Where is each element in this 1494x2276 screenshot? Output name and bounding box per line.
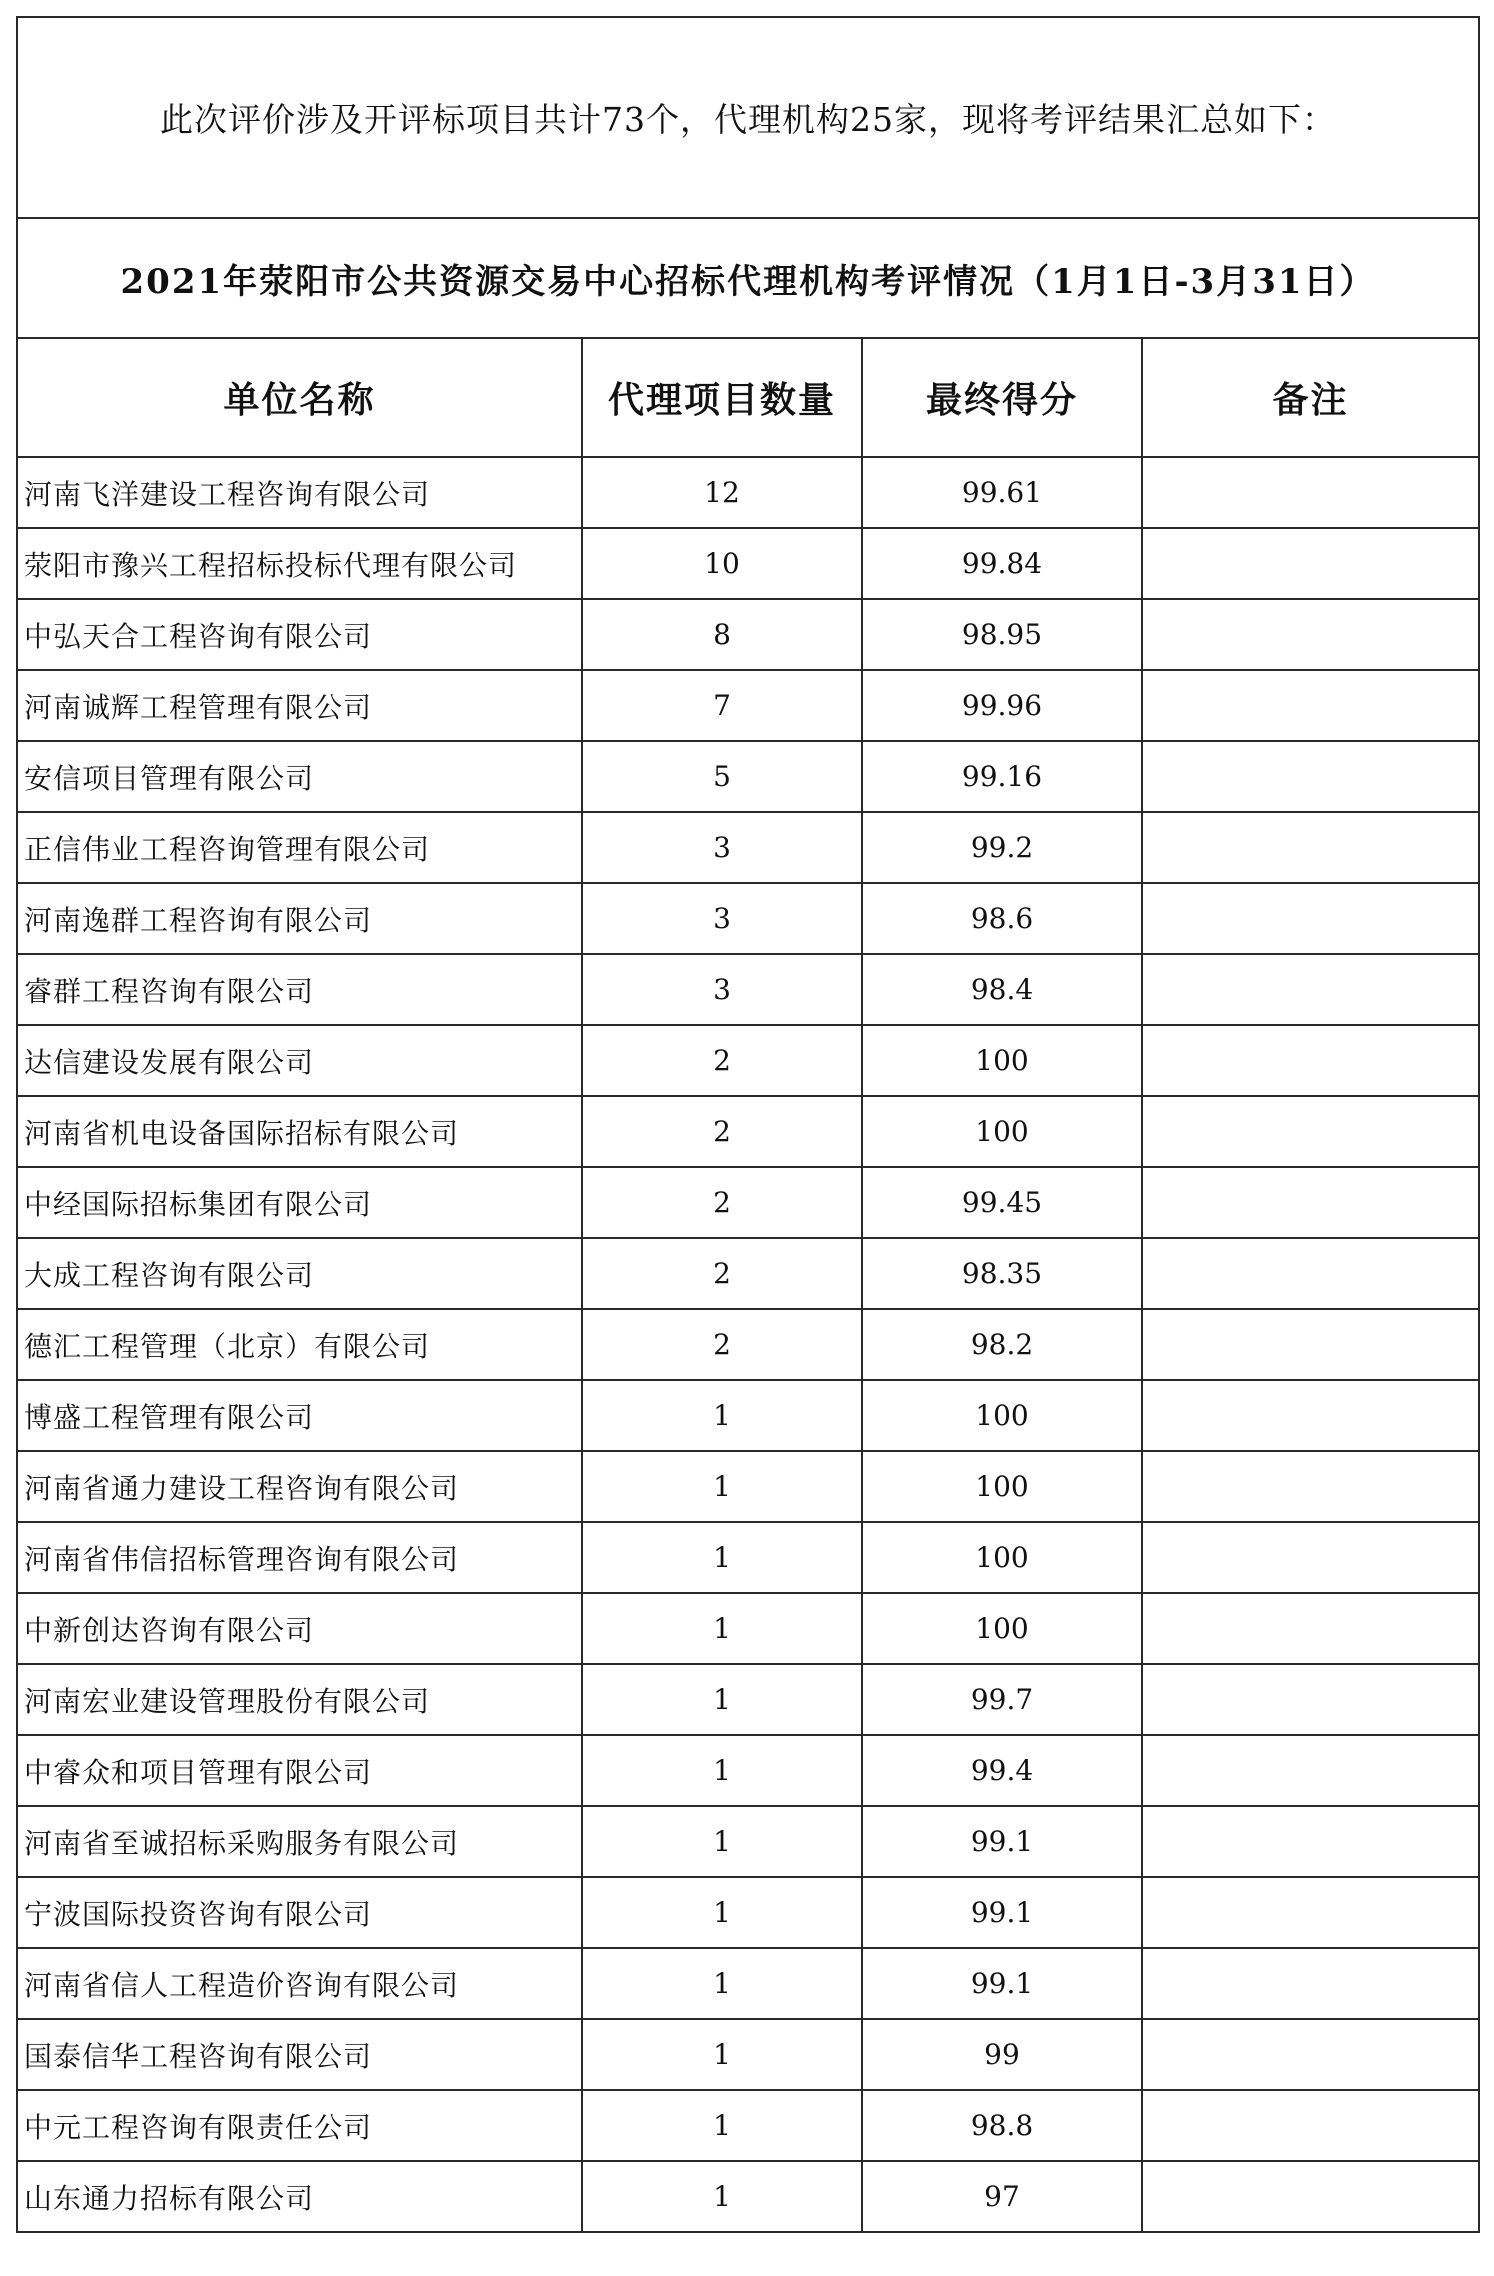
table-row [17,1593,1479,1664]
header-row [17,338,1479,457]
cell-final-score: 98.8 [862,2090,1142,2161]
table-title: 2021年荥阳市公共资源交易中心招标代理机构考评情况（1月1日-3月31日） [17,218,1479,338]
table-row [17,1380,1479,1451]
cell-final-score: 99.84 [862,528,1142,599]
cell-final-score: 98.2 [862,1309,1142,1380]
table-row [17,457,1479,528]
cell-remarks [1142,2019,1479,2090]
cell-project-count: 1 [582,1593,862,1664]
cell-unit-name: 安信项目管理有限公司 [17,741,582,812]
cell-remarks [1142,2090,1479,2161]
cell-unit-name: 河南省至诚招标采购服务有限公司 [17,1806,582,1877]
cell-unit-name: 宁波国际投资咨询有限公司 [17,1877,582,1948]
cell-final-score: 99.7 [862,1664,1142,1735]
evaluation-table [16,16,1480,2233]
cell-final-score: 98.95 [862,599,1142,670]
cell-project-count: 1 [582,1451,862,1522]
cell-project-count: 1 [582,1806,862,1877]
cell-unit-name: 河南省伟信招标管理咨询有限公司 [17,1522,582,1593]
cell-project-count: 3 [582,883,862,954]
cell-project-count: 1 [582,1380,862,1451]
cell-project-count: 7 [582,670,862,741]
table-row [17,1522,1479,1593]
cell-project-count: 1 [582,1948,862,2019]
cell-remarks [1142,1664,1479,1735]
cell-final-score: 99.1 [862,1877,1142,1948]
header-remarks: 备注 [1142,338,1479,457]
cell-remarks [1142,812,1479,883]
table-row [17,1451,1479,1522]
cell-remarks [1142,1522,1479,1593]
cell-remarks [1142,1380,1479,1451]
cell-unit-name: 正信伟业工程咨询管理有限公司 [17,812,582,883]
cell-unit-name: 河南飞洋建设工程咨询有限公司 [17,457,582,528]
cell-final-score: 100 [862,1522,1142,1593]
table-row [17,741,1479,812]
cell-final-score: 100 [862,1451,1142,1522]
cell-final-score: 99 [862,2019,1142,2090]
cell-project-count: 2 [582,1309,862,1380]
table-row [17,883,1479,954]
cell-project-count: 1 [582,2161,862,2232]
cell-final-score: 99.61 [862,457,1142,528]
cell-final-score: 100 [862,1380,1142,1451]
cell-unit-name: 中睿众和项目管理有限公司 [17,1735,582,1806]
cell-final-score: 100 [862,1096,1142,1167]
cell-final-score: 99.1 [862,1806,1142,1877]
cell-unit-name: 中新创达咨询有限公司 [17,1593,582,1664]
cell-project-count: 2 [582,1238,862,1309]
cell-unit-name: 中元工程咨询有限责任公司 [17,2090,582,2161]
cell-final-score: 100 [862,1593,1142,1664]
cell-project-count: 2 [582,1096,862,1167]
cell-unit-name: 河南诚辉工程管理有限公司 [17,670,582,741]
header-unit-name: 单位名称 [17,338,582,457]
cell-remarks [1142,1451,1479,1522]
cell-remarks [1142,1238,1479,1309]
cell-remarks [1142,457,1479,528]
cell-remarks [1142,528,1479,599]
cell-final-score: 100 [862,1025,1142,1096]
table-row [17,1025,1479,1096]
cell-remarks [1142,883,1479,954]
table-row [17,1806,1479,1877]
cell-project-count: 1 [582,1877,862,1948]
cell-unit-name: 达信建设发展有限公司 [17,1025,582,1096]
table-row [17,599,1479,670]
cell-remarks [1142,599,1479,670]
table-row [17,2161,1479,2232]
cell-unit-name: 河南宏业建设管理股份有限公司 [17,1664,582,1735]
cell-remarks [1142,2161,1479,2232]
cell-remarks [1142,1806,1479,1877]
cell-remarks [1142,1877,1479,1948]
cell-unit-name: 博盛工程管理有限公司 [17,1380,582,1451]
header-final-score: 最终得分 [862,338,1142,457]
table-row [17,2019,1479,2090]
table-row [17,1664,1479,1735]
cell-remarks [1142,741,1479,812]
cell-unit-name: 荥阳市豫兴工程招标投标代理有限公司 [17,528,582,599]
cell-unit-name: 德汇工程管理（北京）有限公司 [17,1309,582,1380]
table-row [17,812,1479,883]
cell-project-count: 1 [582,1735,862,1806]
table-row [17,2090,1479,2161]
cell-remarks [1142,670,1479,741]
cell-final-score: 97 [862,2161,1142,2232]
cell-final-score: 98.4 [862,954,1142,1025]
cell-project-count: 1 [582,2019,862,2090]
table-row [17,954,1479,1025]
table-row [17,1735,1479,1806]
cell-remarks [1142,1096,1479,1167]
cell-unit-name: 山东通力招标有限公司 [17,2161,582,2232]
cell-unit-name: 河南省机电设备国际招标有限公司 [17,1096,582,1167]
cell-remarks [1142,1167,1479,1238]
cell-project-count: 1 [582,2090,862,2161]
cell-remarks [1142,1593,1479,1664]
cell-unit-name: 睿群工程咨询有限公司 [17,954,582,1025]
cell-unit-name: 大成工程咨询有限公司 [17,1238,582,1309]
table-row [17,1096,1479,1167]
cell-final-score: 99.4 [862,1735,1142,1806]
cell-final-score: 98.6 [862,883,1142,954]
cell-project-count: 2 [582,1167,862,1238]
cell-final-score: 99.1 [862,1948,1142,2019]
cell-project-count: 12 [582,457,862,528]
cell-final-score: 99.16 [862,741,1142,812]
cell-final-score: 99.45 [862,1167,1142,1238]
cell-final-score: 99.2 [862,812,1142,883]
table-row [17,528,1479,599]
header-project-count: 代理项目数量 [582,338,862,457]
table-row [17,670,1479,741]
table-row [17,1309,1479,1380]
cell-unit-name: 国泰信华工程咨询有限公司 [17,2019,582,2090]
table-row [17,1238,1479,1309]
cell-unit-name: 河南省通力建设工程咨询有限公司 [17,1451,582,1522]
intro-text: 此次评价涉及开评标项目共计73个，代理机构25家，现将考评结果汇总如下： [17,17,1479,218]
cell-remarks [1142,1025,1479,1096]
cell-unit-name: 河南逸群工程咨询有限公司 [17,883,582,954]
table-row [17,1877,1479,1948]
cell-project-count: 1 [582,1664,862,1735]
cell-final-score: 99.96 [862,670,1142,741]
cell-unit-name: 河南省信人工程造价咨询有限公司 [17,1948,582,2019]
cell-project-count: 5 [582,741,862,812]
table-row [17,1167,1479,1238]
cell-project-count: 3 [582,812,862,883]
cell-remarks [1142,954,1479,1025]
cell-project-count: 10 [582,528,862,599]
cell-project-count: 8 [582,599,862,670]
cell-project-count: 1 [582,1522,862,1593]
cell-final-score: 98.35 [862,1238,1142,1309]
cell-remarks [1142,1309,1479,1380]
cell-remarks [1142,1948,1479,2019]
cell-unit-name: 中弘天合工程咨询有限公司 [17,599,582,670]
table-row [17,1948,1479,2019]
cell-remarks [1142,1735,1479,1806]
cell-project-count: 2 [582,1025,862,1096]
cell-project-count: 3 [582,954,862,1025]
cell-unit-name: 中经国际招标集团有限公司 [17,1167,582,1238]
